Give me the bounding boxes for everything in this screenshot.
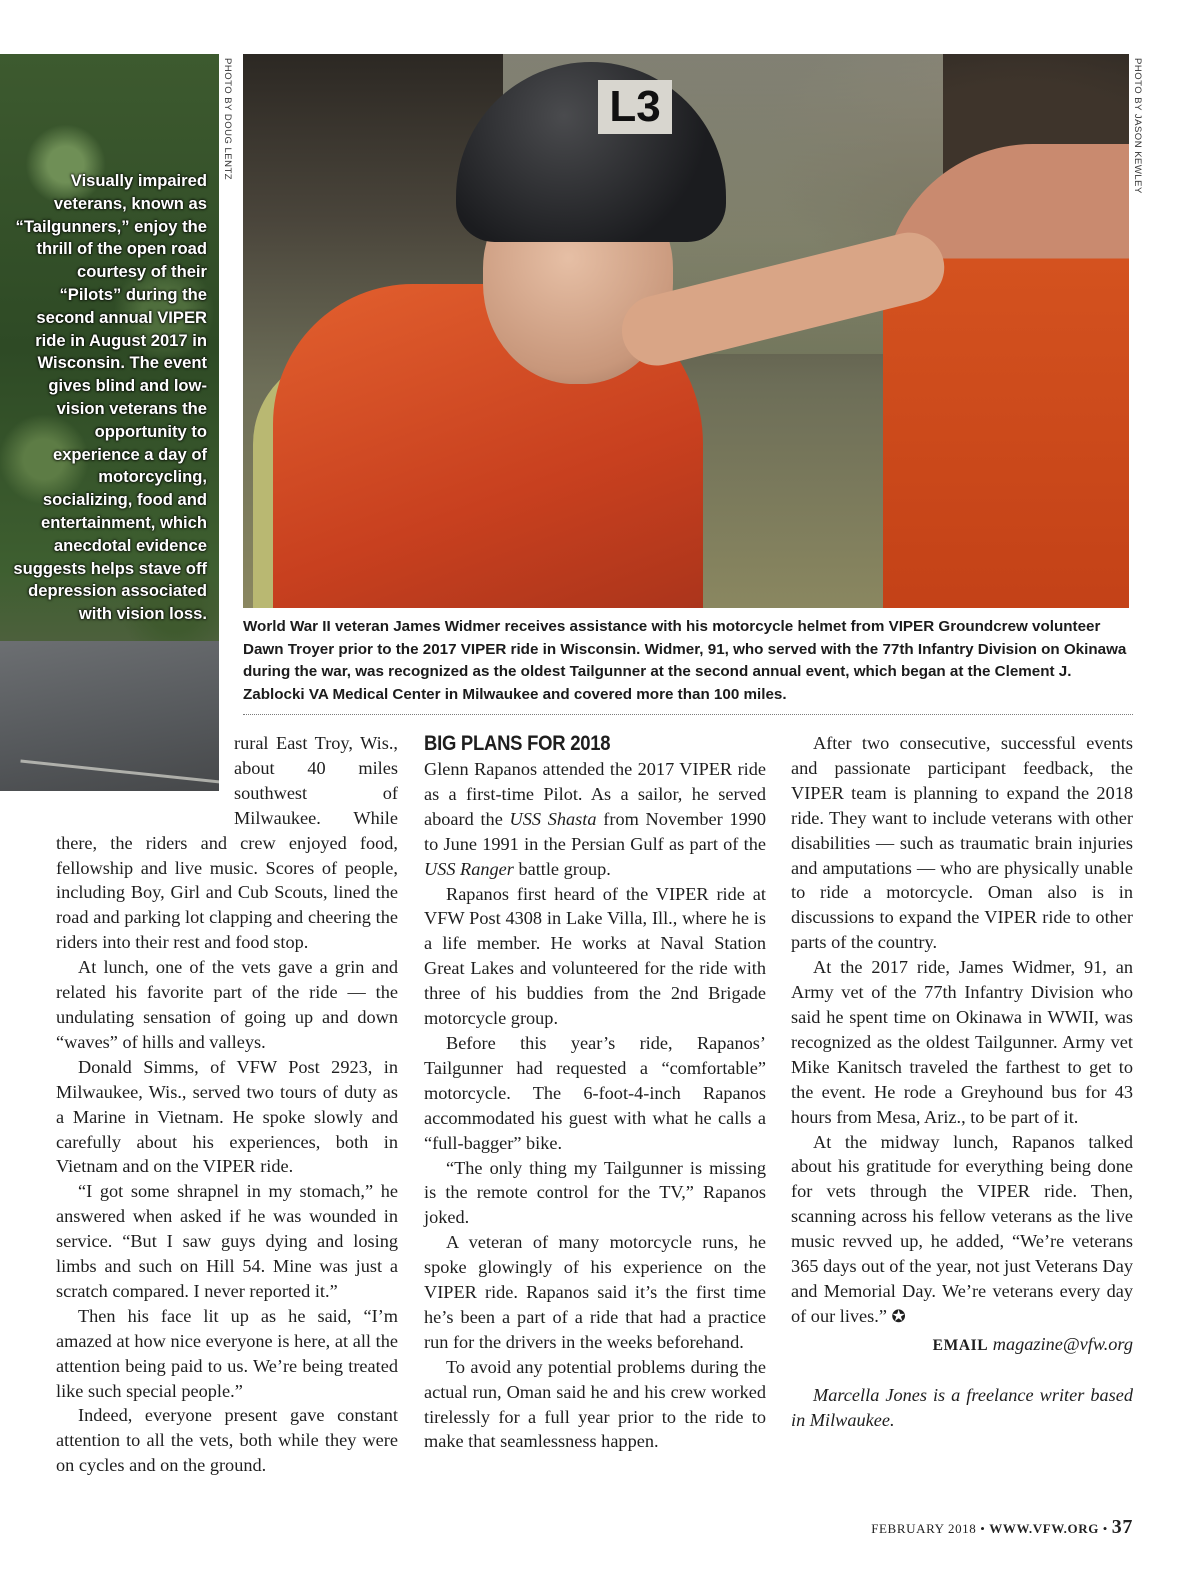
article-paragraph: “I got some shrapnel in my stomach,” he answered when asked if he was wounded in service. “But I saw guys dying and losing limbs and such on Hill 54. Mine was just a scratch compared. I never reported it.” [56, 1181, 398, 1301]
article-paragraph: “The only thing my Tailgunner is missing is the remote control for the TV,” Rapanos joked. [424, 1157, 766, 1228]
left-photo [0, 54, 219, 791]
article-paragraph: Glenn Rapanos attended the 2017 VIPER ride as a first-time Pilot. As a sailor, he served aboard the USS Shasta from November 1990 to June 1991 in the Persian Gulf as part of the USS Ranger battle group. [424, 759, 766, 879]
article-paragraph: Indeed, everyone present gave constant attention to all the vets, both while they were on cycles and on the ground. [56, 1405, 398, 1476]
photo-volunteer [883, 144, 1129, 608]
article-column-2 [424, 731, 766, 1454]
ship-name: USS Ranger [424, 858, 514, 879]
footer-separator: • [980, 1521, 986, 1536]
main-photo-credit: PHOTO BY JASON KEWLEY [1132, 58, 1143, 194]
issue-date: FEBRUARY 2018 [871, 1521, 977, 1536]
main-photo-caption: World War II veteran James Widmer receives assistance with his motorcycle helmet from VIPER Groundcrew volunteer Dawn Troyer prior to the 2017 VIPER ride in Wisconsin. Widmer, 91, who served with the 77th Infantry Division on Okinawa during the war, was recognized as the oldest Tailgunner at the second annual event, which began at the Clement J. Zablocki VA Medical Center in Milwaukee and covered more than 100 miles. [243, 618, 1127, 703]
article-column-1 [56, 731, 398, 1478]
website-link[interactable]: WWW.VFW.ORG [989, 1521, 1099, 1536]
main-photo [243, 54, 1129, 608]
article-column-3 [791, 731, 1133, 1432]
author-bio: Marcella Jones is a freelance writer based in Milwaukee. [791, 1384, 1133, 1430]
ship-name: USS Shasta [509, 808, 597, 829]
article-paragraph: Donald Simms, of VFW Post 2923, in Milwaukee, Wis., served two tours of duty as a Marine in Vietnam. He spoke slowly and carefully about his experiences, both in Vietnam and on the VIPER ride. [56, 1056, 398, 1177]
helmet-tag: L3 [598, 80, 672, 134]
end-mark-icon: ✪ [891, 1306, 906, 1327]
article-paragraph: Rapanos first heard of the VIPER ride at VFW Post 4308 in Lake Villa, Ill., where he is a life member. He works at Naval Station Great Lakes and volunteered for the ride with three of his buddies from the 2nd Brigade motorcycle group. [424, 883, 766, 1029]
article-paragraph: To avoid any potential problems during the actual run, Oman said he and his crew worked tirelessly for a full year prior to the ride to make that seamlessness happen. [424, 1356, 766, 1452]
article-paragraph: rural East Troy, Wis., about 40 miles southwest of Milwaukee. While there, the riders and crew enjoyed food, fellowship and live music. Scores of people, including Boy, Girl and Cub Scouts, lined the road and parking lot clapping and cheering the riders into their rest and food stop. [56, 733, 398, 953]
article-paragraph: A veteran of many motorcycle runs, he spoke glowingly of his experience on the VIPER ride. Rapanos said it’s the first time he’s been a part of a ride that had a practice run for the drivers in the weeks beforehand. [424, 1232, 766, 1352]
email-link[interactable]: magazine@vfw.org [992, 1333, 1133, 1354]
caption-divider [243, 714, 1133, 715]
article-paragraph: At lunch, one of the vets gave a grin and related his favorite part of the ride — the undulating sensation of going up and down “waves” of hills and valleys. [56, 957, 398, 1052]
article-paragraph: At the midway lunch, Rapanos talked about his gratitude for everything being done for vets through the VIPER ride. Then, scanning across his fellow veterans as the live music revved up, he added, “We’re veterans 365 days out of the year, not just Veterans Day and Memorial Day. We’re veterans every day of our lives.” ✪ [791, 1131, 1133, 1327]
article-paragraph: Then his face lit up as he said, “I’m amazed at how nice everyone is here, at all the attention being paid to us. We’re being treated like such special people.” [56, 1305, 398, 1401]
left-photo-caption: Visually impaired veterans, known as “Tailgunners,” enjoy the thrill of the open road courtesy of their “Pilots” during the second annual VIPER ride in August 2017 in Wisconsin. The event gives blind and low-vision veterans the opportunity to experience a day of motorcycling, socializing, food and entertainment, which anecdotal evidence suggests helps stave off depression associated with vision loss. [13, 171, 207, 624]
section-heading: BIG PLANS FOR 2018 [424, 732, 611, 755]
email-line [791, 1332, 1133, 1359]
article-paragraph: Before this year’s ride, Rapanos’ Tailgunner had requested a “comfortable” motorcycle. The 6-foot-4-inch Rapanos accommodated his guest with what he calls a “full-bagger” bike. [424, 1032, 766, 1153]
article-paragraph: After two consecutive, successful events and passionate participant feedback, the VIPER team is planning to expand the 2018 ride. They want to include veterans with other disabilities — such as traumatic brain injuries and amputations — who are physically unable to ride a motorcycle. Oman also is in discussions to expand the VIPER ride to other parts of the country. [791, 733, 1133, 953]
photo-wrap-spacer [56, 731, 234, 806]
email-label: EMAIL [932, 1336, 989, 1354]
article-paragraph: At the 2017 ride, James Widmer, 91, an Army vet of the 77th Infantry Division who said he spent time on Okinawa in WWII, was recognized as the oldest Tailgunner. Army vet Mike Kanitsch traveled the farthest to get to the event. He rode a Greyhound bus for 43 hours from Mesa, Ariz., to be part of it. [791, 957, 1133, 1127]
page-number: 37 [1111, 1516, 1133, 1538]
left-photo-credit: PHOTO BY DOUG LENTZ [222, 58, 233, 181]
page-footer [871, 1516, 1133, 1539]
footer-separator: • [1102, 1521, 1108, 1536]
